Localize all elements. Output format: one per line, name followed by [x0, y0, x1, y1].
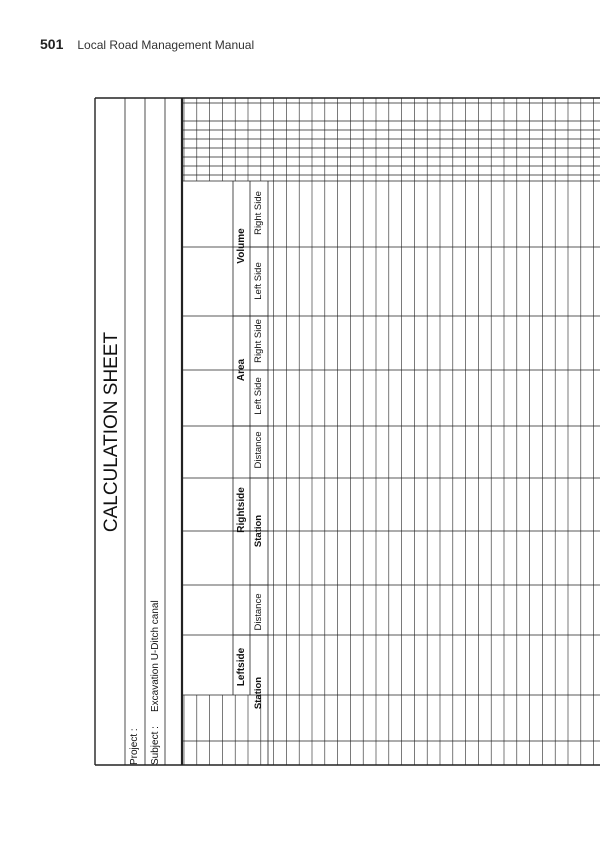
- project-label: Project :: [129, 728, 140, 765]
- subject-label: Subject :: [150, 726, 161, 765]
- group-volume: Volume: [236, 228, 247, 264]
- col-right-distance: Distance: [253, 431, 264, 469]
- col-volume-right: Right Side: [253, 191, 264, 235]
- group-rightside: Rightside: [236, 487, 247, 533]
- col-area-right: Right Side: [253, 319, 264, 363]
- col-left-distance: Distance: [253, 593, 264, 631]
- sheet-title: CALCULATION SHEET: [101, 331, 122, 533]
- group-leftside: Leftside: [236, 647, 247, 687]
- col-right-station: Station: [253, 514, 264, 548]
- col-area-left: Left Side: [253, 377, 264, 415]
- page-number: 501: [40, 36, 64, 52]
- group-area: Area: [236, 358, 247, 382]
- col-volume-left: Left Side: [253, 262, 264, 300]
- col-left-station: Station: [253, 676, 264, 710]
- sheet-grid: [95, 98, 600, 765]
- subject-value: Excavation U-Ditch canal: [150, 600, 161, 712]
- manual-title: Local Road Management Manual: [77, 38, 255, 52]
